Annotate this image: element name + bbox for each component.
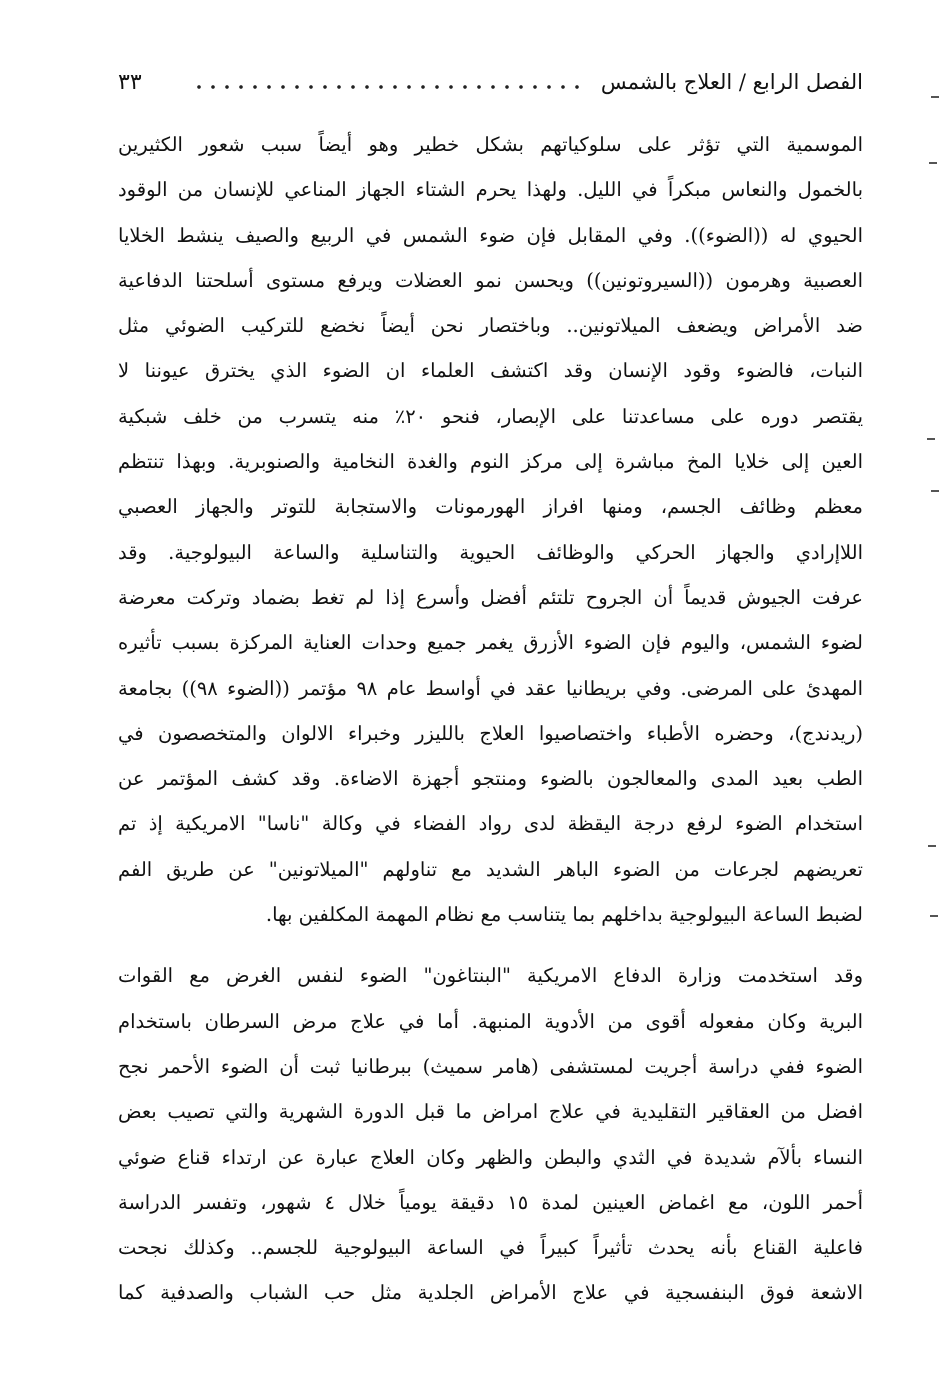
text-line: لضوء الشمس، واليوم فإن الضوء الأزرق يغمر جميع وحدات العناية المركزة بسبب تأثيره: [118, 631, 863, 655]
text-line: المهدئ على المرضى. وفي بريطانيا عقد في أواسط عام ٩٨ مؤتمر ((الضوء ٩٨)) بجامعة: [118, 676, 863, 700]
page-header: [118, 62, 863, 102]
text-line: العين إلى خلايا المخ مباشرة إلى مركز النوم والغدة النخامية والصنوبرية. وبهذا تنتظم: [118, 450, 863, 474]
text-line: الضوء ففي دراسة أجريت لمستشفى (هامر سميث) ببرطانيا ثبت أن الضوء الأحمر نجح: [118, 1054, 863, 1078]
text-line: الحيوي له ((الضوء)). وفي المقابل فإن ضوء الشمس في الربيع والصيف ينشط الخلايا: [118, 223, 863, 247]
text-line: لضبط الساعة البيولوجية بداخلهم بما يتناسب مع نظام المهمة المكلفين بها.: [265, 903, 863, 927]
text-line: الاشعة فوق البنفسجية في علاج الأمراض الجلدية مثل حب الشباب والصدفية كما: [118, 1281, 863, 1305]
page-number: ٣٣: [118, 69, 142, 95]
text-line: بالخمول والنعاس مبكراً في الليل. ولهذا يحرم الشتاء الجهاز المناعي للإنسان من الوقود: [118, 178, 863, 202]
text-line: ضد الأمراض ويضعف الميلاتونين.. وباختصار نحن أيضاً نخضع للتركيب الضوئي مثل: [118, 314, 863, 338]
text-line: البرية وكان مفعوله أقوى من الأدوية المنبهة. أما في علاج مرض السرطان باستخدام: [118, 1009, 863, 1033]
margin-mark: [928, 845, 936, 847]
running-title: الفصل الرابع / العلاج بالشمس: [600, 70, 863, 94]
text-line: الموسمية التي تؤثر على سلوكياتهم بشكل خطير وهو أيضاً سبب شعور الكثيرين: [118, 133, 863, 156]
text-line: وقد استخدمت وزارة الدفاع الامريكية "البنتاغون" الضوء لنفس الغرض مع القوات: [118, 964, 863, 988]
text-line: عرفت الجيوش قديماً أن الجروح تلتئم أفضل وأسرع إذا لم تغط بضماد وتركت معرضة: [118, 585, 863, 609]
paragraph-1: [118, 122, 863, 937]
text-line: افضل من العقاقير التقليدية في علاج امراض ما قبل الدورة الشهرية والتي تصيب بعض: [118, 1100, 863, 1124]
header-dot-leader: [192, 84, 583, 90]
text-line: أحمر اللون، مع اغماض العينين لمدة ١٥ دقيقة يومياً خلال ٤ شهور، وتفسر الدراسة: [118, 1190, 863, 1214]
text-line: الطب بعيد المدى والمعالجون بالضوء ومنتجو أجهزة الاضاءة. وقد كشف المؤتمر عن: [118, 767, 863, 791]
margin-mark: [927, 438, 935, 440]
margin-mark: [930, 915, 938, 917]
text-line: النساء بألآم شديدة في الثدي والبطن والظهر وكان العلاج عبارة عن ارتداء قناع ضوئي: [118, 1145, 863, 1169]
margin-mark: [929, 162, 937, 164]
paragraph-gap: [118, 937, 863, 953]
text-line: اللاإرادي والجهاز الحركي والوظائف الحيوية والتناسلية والساعة البيولوجية. وقد: [118, 540, 863, 564]
text-line: (ريدندج)، وحضره الأطباء واختصاصيوا العلاج بالليزر وخبراء الالوان والمتخصصون في: [118, 721, 863, 745]
margin-mark: [931, 96, 939, 98]
paragraph-2: [118, 953, 863, 1315]
text-line: استخدام الضوء لرفع درجة اليقظة لدى رواد الفضاء في وكالة "ناسا" الامريكية إذ تم: [118, 812, 863, 836]
text-line: معظم وظائف الجسم، ومنها افراز الهورمونات والاستجابة للتوتر والجهاز العصبي: [118, 495, 863, 519]
text-line: النبات، فالضوء وقود الإنسان وقد اكتشف العلماء ان الضوء الذي يخترق عيوننا لا: [118, 359, 863, 383]
text-line: العصبية وهرمون ((السيروتونين)) ويحسن نمو العضلات ويرفع مستوى أسلحتنا الدفاعية: [118, 268, 863, 292]
text-line: تعريضهم لجرعات من الضوء الباهر الشديد مع تناولهم "الميلاتونين" عن طريق الفم: [118, 857, 863, 881]
body-text: [118, 122, 863, 1316]
margin-mark: [931, 490, 939, 492]
text-line: فاعلية القناع بأنه يحدث تأثيراً كبيراً في الساعة البيولوجية للجسم.. وكذلك نجحت: [118, 1236, 863, 1260]
text-line: يقتصر دوره على مساعدتنا على الإبصار، فنحو ٢٠٪ منه يتسرب من خلف شبكية: [118, 404, 863, 428]
